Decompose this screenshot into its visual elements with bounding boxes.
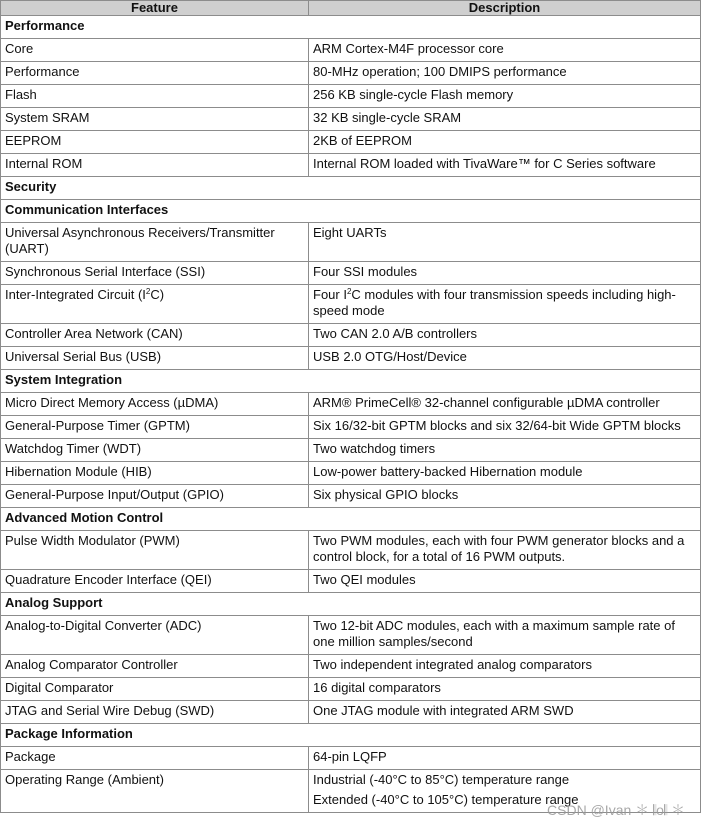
feature-cell: EEPROM — [1, 131, 309, 154]
feature-cell: General-Purpose Timer (GPTM) — [1, 416, 309, 439]
description-cell: 16 digital comparators — [309, 678, 701, 701]
feature-cell: Watchdog Timer (WDT) — [1, 439, 309, 462]
feature-cell: Operating Range (Ambient) — [1, 770, 309, 813]
table-row — [1, 655, 701, 678]
i2c-feature-sup: 2 — [145, 287, 151, 296]
description-cell: USB 2.0 OTG/Host/Device — [309, 347, 701, 370]
table-row — [1, 701, 701, 724]
i2c-feature-post: C) — [150, 287, 165, 302]
csdn-watermark: CSDN @Ivan ＊ 𝄃o𝄃 ＊ — [547, 802, 685, 818]
feature-cell: Pulse Width Modulator (PWM) — [1, 531, 309, 570]
feature-cell: Universal Asynchronous Receivers/Transmitter (UART) — [1, 223, 309, 262]
section-security: Security — [1, 177, 701, 200]
description-cell: Two independent integrated analog comparators — [309, 655, 701, 678]
i2c-feature-pre: Inter-Integrated Circuit (I — [5, 287, 146, 302]
table-row — [1, 678, 701, 701]
i2c-desc-sup: 2 — [346, 287, 352, 296]
table-row — [1, 108, 701, 131]
table-row — [1, 770, 701, 813]
feature-cell: Digital Comparator — [1, 678, 309, 701]
section-advanced-motion-control: Advanced Motion Control — [1, 508, 701, 531]
table-row — [1, 85, 701, 108]
operating-range-extended: Extended (-40°C to 105°C) temperature range — [313, 792, 579, 807]
feature-cell: Quadrature Encoder Interface (QEI) — [1, 570, 309, 593]
table-row — [1, 347, 701, 370]
table-row — [1, 439, 701, 462]
table-row — [1, 324, 701, 347]
table-row — [1, 616, 701, 655]
section-analog-support: Analog Support — [1, 593, 701, 616]
description-cell: ARM Cortex-M4F processor core — [309, 39, 701, 62]
description-cell: Six 16/32-bit GPTM blocks and six 32/64-bit Wide GPTM blocks — [309, 416, 701, 439]
description-cell: Four SSI modules — [309, 262, 701, 285]
feature-cell: Performance — [1, 62, 309, 85]
table-row — [1, 131, 701, 154]
feature-cell: Analog Comparator Controller — [1, 655, 309, 678]
feature-cell: Synchronous Serial Interface (SSI) — [1, 262, 309, 285]
i2c-desc-pre: Four I — [313, 287, 347, 302]
description-cell: Two CAN 2.0 A/B controllers — [309, 324, 701, 347]
feature-cell: Controller Area Network (CAN) — [1, 324, 309, 347]
feature-cell: Micro Direct Memory Access (µDMA) — [1, 393, 309, 416]
table-row — [1, 393, 701, 416]
feature-cell: Universal Serial Bus (USB) — [1, 347, 309, 370]
feature-cell: General-Purpose Input/Output (GPIO) — [1, 485, 309, 508]
description-cell: Internal ROM loaded with TivaWare™ for C Series software — [309, 154, 701, 177]
description-cell: Low-power battery-backed Hibernation module — [309, 462, 701, 485]
table-row — [1, 39, 701, 62]
table-row — [1, 462, 701, 485]
description-cell: Eight UARTs — [309, 223, 701, 262]
section-communication-interfaces: Communication Interfaces — [1, 200, 701, 223]
operating-range-industrial: Industrial (-40°C to 85°C) temperature range — [313, 772, 570, 787]
feature-cell: Internal ROM — [1, 154, 309, 177]
header-feature: Feature — [1, 1, 309, 16]
feature-cell — [1, 285, 309, 324]
table-row — [1, 747, 701, 770]
table-row — [1, 62, 701, 85]
table-row — [1, 223, 701, 262]
description-cell: ARM® PrimeCell® 32-channel configurable µDMA controller — [309, 393, 701, 416]
description-cell — [309, 770, 701, 813]
description-cell: 2KB of EEPROM — [309, 131, 701, 154]
description-cell: One JTAG module with integrated ARM SWD — [309, 701, 701, 724]
table-row — [1, 154, 701, 177]
feature-cell: Package — [1, 747, 309, 770]
description-cell: Two PWM modules, each with four PWM generator blocks and a control block, for a total of 16 PWM outputs. — [309, 531, 701, 570]
table-row — [1, 416, 701, 439]
description-cell: Two watchdog timers — [309, 439, 701, 462]
i2c-desc-post: C modules with four transmission speeds including high-speed mode — [313, 287, 676, 318]
description-cell: 256 KB single-cycle Flash memory — [309, 85, 701, 108]
section-system-integration: System Integration — [1, 370, 701, 393]
table-row — [1, 485, 701, 508]
feature-cell: Analog-to-Digital Converter (ADC) — [1, 616, 309, 655]
header-description: Description — [309, 1, 701, 16]
description-cell: Six physical GPIO blocks — [309, 485, 701, 508]
table-header-row — [1, 1, 701, 16]
table-row — [1, 262, 701, 285]
description-cell: 80-MHz operation; 100 DMIPS performance — [309, 62, 701, 85]
feature-cell: JTAG and Serial Wire Debug (SWD) — [1, 701, 309, 724]
description-cell — [309, 285, 701, 324]
description-cell: 64-pin LQFP — [309, 747, 701, 770]
description-cell: 32 KB single-cycle SRAM — [309, 108, 701, 131]
feature-cell: Flash — [1, 85, 309, 108]
description-cell: Two 12-bit ADC modules, each with a maximum sample rate of one million samples/second — [309, 616, 701, 655]
table-row — [1, 285, 701, 324]
feature-cell: System SRAM — [1, 108, 309, 131]
feature-cell: Core — [1, 39, 309, 62]
description-cell: Two QEI modules — [309, 570, 701, 593]
table-row — [1, 570, 701, 593]
section-package-information: Package Information — [1, 724, 701, 747]
table-row — [1, 531, 701, 570]
section-performance: Performance — [1, 16, 701, 39]
feature-cell: Hibernation Module (HIB) — [1, 462, 309, 485]
